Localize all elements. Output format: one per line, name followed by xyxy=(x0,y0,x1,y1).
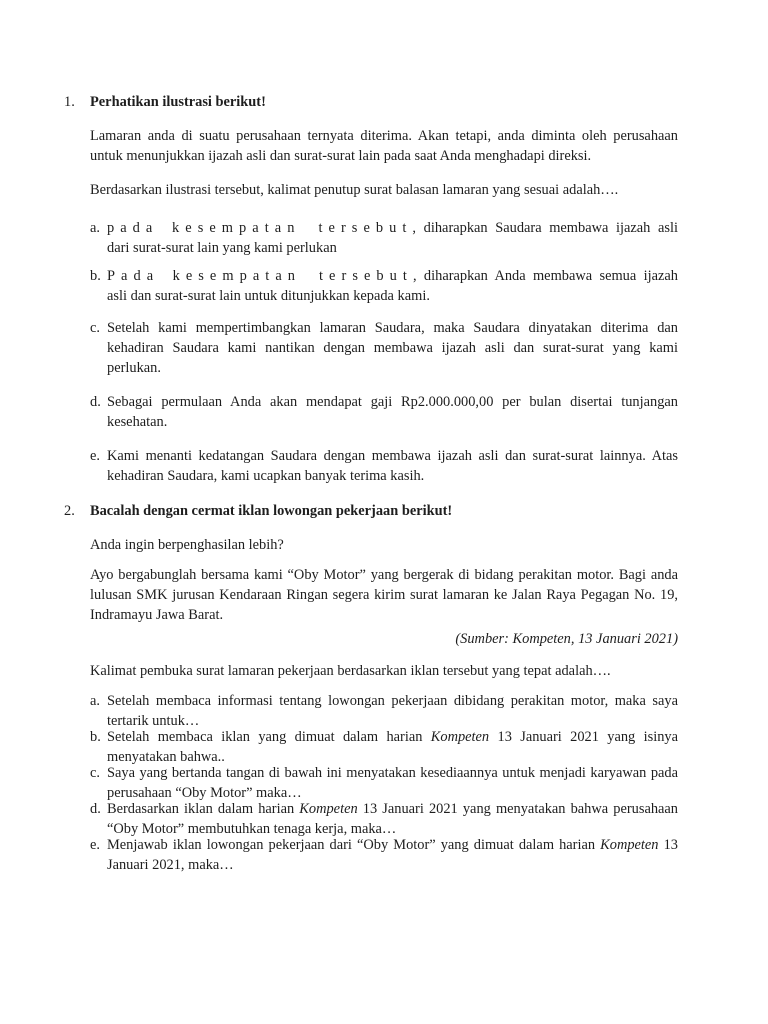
option-letter: a. xyxy=(90,693,100,709)
option-letter: b. xyxy=(90,268,101,284)
option-after: 13 Januari 2021 yang menyatakan bahwa perusahaan “Oby Motor” membutuhkan tenaga kerja, maka… xyxy=(107,801,679,837)
option-letter: e. xyxy=(90,837,100,853)
option-text xyxy=(90,835,678,875)
option-e xyxy=(90,835,678,875)
option-letter: d. xyxy=(90,801,101,817)
newspaper-name: Kompeten xyxy=(299,801,358,817)
question-number: 1. xyxy=(64,94,75,110)
option-letter: c. xyxy=(90,320,100,336)
option-letter: d. xyxy=(90,394,101,410)
question-prompt: Berdasarkan ilustrasi tersebut, kalimat penutup surat balasan lamaran yang sesuai adalah…. xyxy=(90,182,619,198)
option-text: Setelah membaca informasi tentang lowongan pekerjaan dibidang perakitan motor, maka saya tertarik untuk… xyxy=(107,693,678,729)
illustration-text: Lamaran anda di suatu perusahaan ternyata diterima. Akan tetapi, anda diminta oleh perusahaan untuk menunjukkan ijazah asli dan surat-surat lain pada saat Anda menghadapi direksi. xyxy=(90,128,678,164)
option-text: Sebagai permulaan Anda akan mendapat gaji Rp2.000.000,00 per bulan disertai tunjangan kesehatan. xyxy=(107,394,678,430)
spaced-phrase: pada kesempatan xyxy=(107,220,301,236)
question-title: Perhatikan ilustrasi berikut! xyxy=(90,94,266,110)
option-text: Kami menanti kedatangan Saudara dengan membawa ijazah asli dan surat-surat lainnya. Atas kehadiran Saudara, kami ucapkan banyak terima kasih. xyxy=(107,448,678,484)
spaced-word: tersebut xyxy=(318,220,413,236)
ad-headline: Anda ingin berpenghasilan lebih? xyxy=(90,537,284,553)
option-letter: a. xyxy=(90,220,100,236)
option-c xyxy=(90,318,678,378)
option-letter: c. xyxy=(90,765,100,781)
option-letter: e. xyxy=(90,448,100,464)
question-title: Bacalah dengan cermat iklan lowongan pekerjaan berikut! xyxy=(90,503,453,519)
ad-body: Ayo bergabunglah bersama kami “Oby Motor” yang bergerak di bidang perakitan motor. Bagi anda lulusan SMK jurusan Kendaraan Ringan segera kirim surat lamaran ke Jalan Raya Pegagan No. 19, Indramayu Jawa Barat. xyxy=(90,567,678,623)
option-letter: b. xyxy=(90,729,101,745)
option-b xyxy=(90,727,678,767)
option-b xyxy=(90,266,678,306)
option-text xyxy=(90,266,678,306)
option-a xyxy=(90,218,678,258)
question-number: 2. xyxy=(64,503,75,519)
option-rest: , diharapkan Anda membawa semua ijazah asli dan surat-surat lain untuk ditunjukkan kepada kami. xyxy=(107,268,678,304)
option-a xyxy=(90,691,678,731)
option-d xyxy=(90,392,678,432)
newspaper-name: Kompeten xyxy=(600,837,659,853)
option-text: Saya yang bertanda tangan di bawah ini menyatakan kesediaannya untuk menjadi karyawan pada perusahaan “Oby Motor” maka… xyxy=(107,765,678,801)
option-before: Menjawab iklan lowongan pekerjaan dari “Oby Motor” yang dimuat dalam harian xyxy=(107,837,601,853)
spaced-word: tersebut xyxy=(319,268,413,284)
option-text xyxy=(90,218,678,258)
option-after: 13 Januari 2021 yang isinya menyatakan bahwa.. xyxy=(107,729,678,765)
option-e xyxy=(90,446,678,486)
option-c xyxy=(90,763,678,803)
option-text xyxy=(90,799,678,839)
option-after: 13 Januari 2021, maka… xyxy=(107,837,678,873)
spaced-phrase: Pada kesempatan xyxy=(107,268,301,284)
question-prompt: Kalimat pembuka surat lamaran pekerjaan berdasarkan iklan tersebut yang tepat adalah…. xyxy=(90,663,611,679)
option-text: Setelah kami mempertimbangkan lamaran Saudara, maka Saudara dinyatakan diterima dan kehadiran Saudara kami nantikan dengan membawa ijazah asli dan surat-surat yang kami perlukan. xyxy=(107,320,678,376)
option-before: Setelah membaca iklan yang dimuat dalam harian xyxy=(107,729,431,745)
newspaper-name: Kompeten xyxy=(430,729,490,745)
option-rest: , diharapkan Saudara membawa ijazah asli dari surat-surat lain yang kami perlukan xyxy=(107,220,678,256)
option-text xyxy=(90,727,678,767)
ad-source: (Sumber: Kompeten, 13 Januari 2021) xyxy=(455,631,678,647)
option-d xyxy=(90,799,678,839)
option-before: Berdasarkan iklan dalam harian xyxy=(107,801,300,817)
